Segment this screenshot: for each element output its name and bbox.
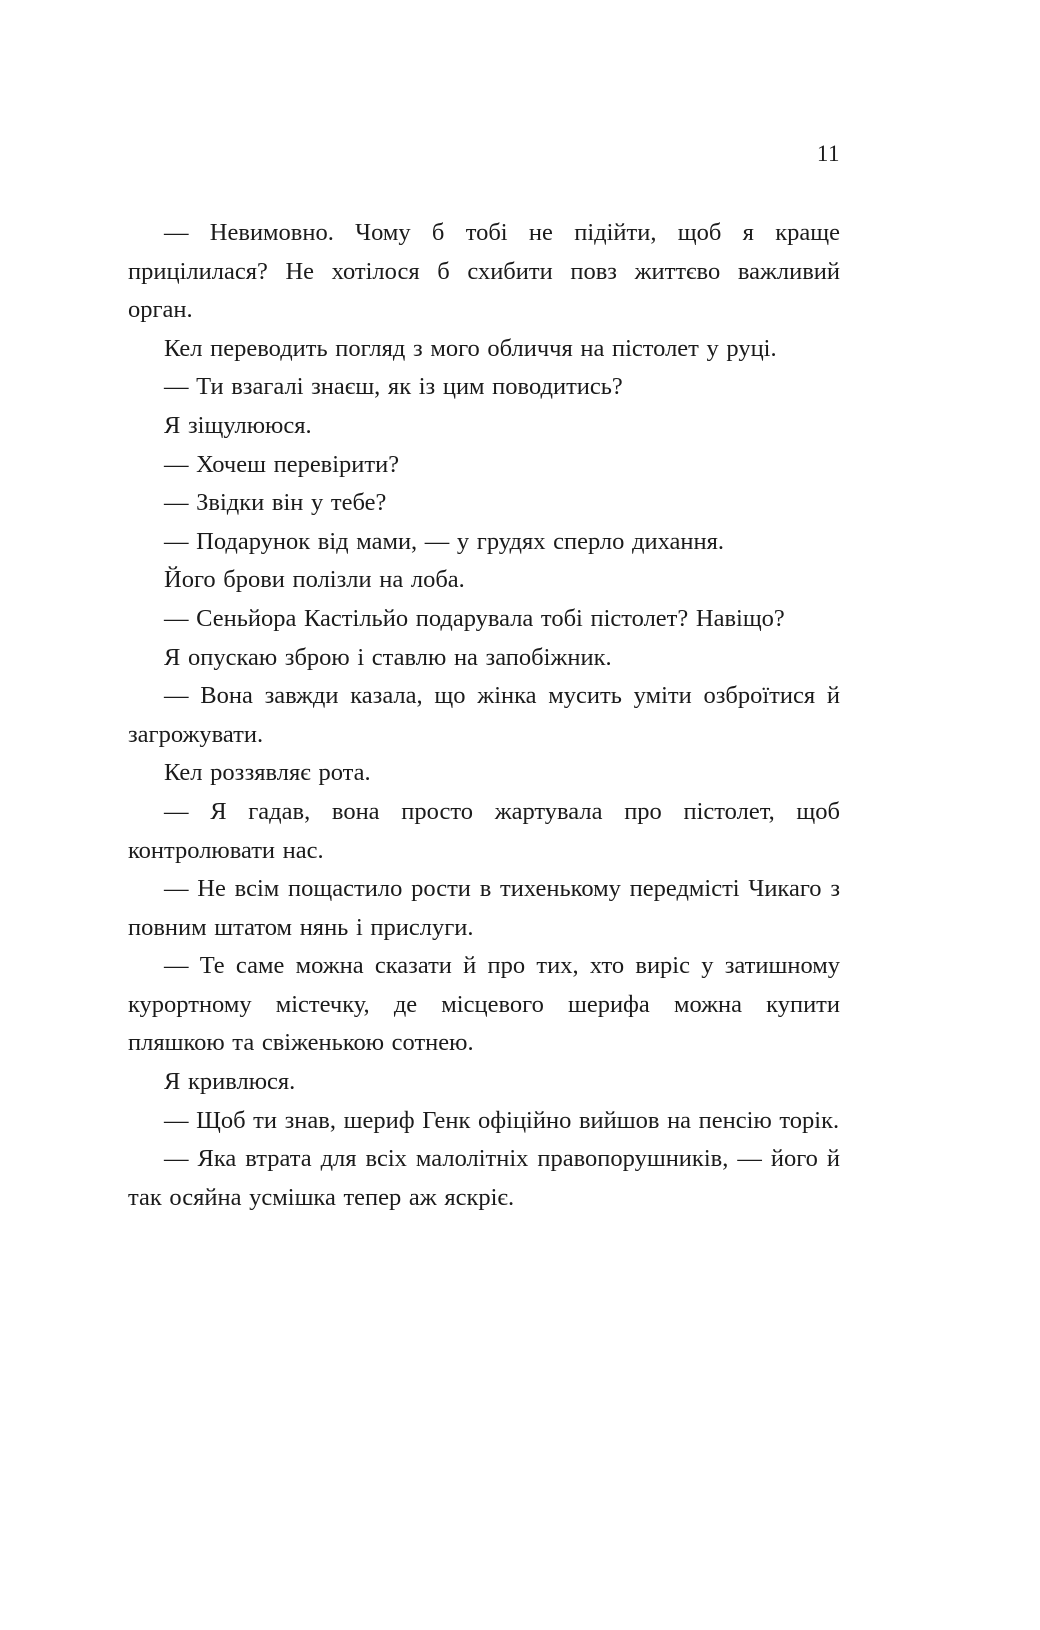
paragraph: Кел роззявляє рота. — [164, 759, 371, 787]
paragraph: Я кривлюся. — [164, 1068, 296, 1096]
paragraph: — Хочеш перевірити? — [164, 450, 400, 478]
paragraph: — Вона завжди казала, що жінка мусить уміти озброїтися й загрожувати. — [128, 682, 840, 748]
paragraph: Його брови полізли на лоба. — [164, 566, 465, 594]
paragraph: — Ти взагалі знаєш, як із цим поводитись? — [164, 373, 623, 401]
paragraph: — Яка втрата для всіх малолітніх правопорушників, — його й так осяйна усмішка тепер аж яскріє. — [128, 1145, 840, 1211]
body-text — [128, 214, 840, 1217]
paragraph: — Я гадав, вона просто жартувала про пістолет, щоб контролювати нас. — [128, 797, 840, 864]
paragraph: Я зіщулююся. — [164, 411, 312, 439]
paragraph: Кел переводить погляд з мого обличчя на пістолет у руці. — [164, 334, 777, 362]
paragraph: — Невимовно. Чому б тобі не підійти, щоб я краще прицілилася? Не хотілося б схибити повз життєво важливий орган. — [128, 219, 840, 324]
paragraph: — Подарунок від мами, — у грудях сперло дихання. — [164, 527, 724, 555]
text-block — [128, 140, 840, 1217]
paragraph: Я опускаю зброю і ставлю на запобіжник. — [164, 643, 612, 671]
page-number: 11 — [816, 141, 840, 166]
paragraph: — Не всім пощастило рости в тихенькому передмісті Чикаго з повним штатом нянь і прислуги. — [128, 875, 840, 941]
paragraph: — Звідки він у тебе? — [164, 489, 387, 517]
paragraph: — Щоб ти знав, шериф Генк офіційно вийшов на пенсію торік. — [164, 1106, 840, 1134]
paragraph: — Те саме можна сказати й про тих, хто виріс у затишному курортному містечку, де місцевого шерифа можна купити пляшкою та свіженькою сотнею. — [128, 952, 840, 1057]
paragraph: — Сеньйора Кастільйо подарувала тобі пістолет? Навіщо? — [164, 604, 785, 632]
